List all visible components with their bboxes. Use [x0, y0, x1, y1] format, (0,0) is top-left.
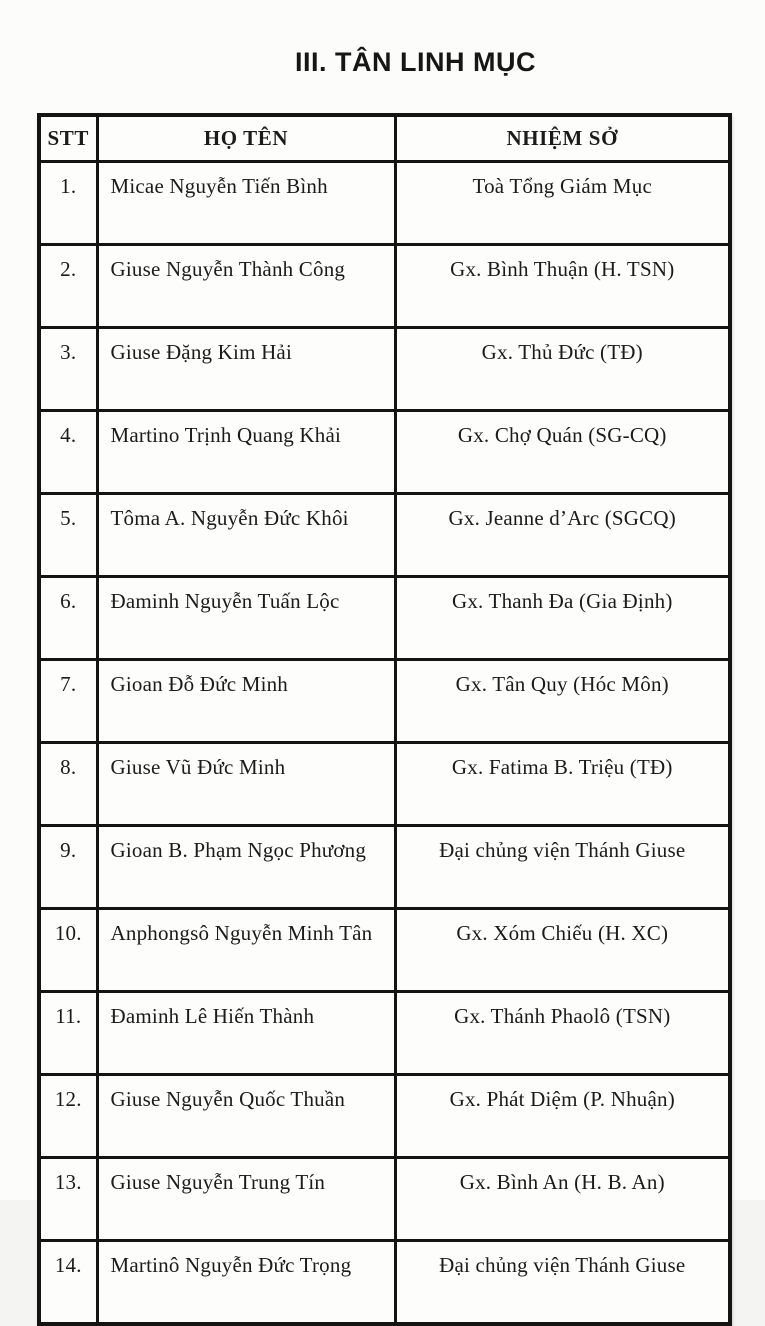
row-number-cell: 7.	[39, 660, 97, 743]
table-row	[39, 411, 730, 494]
row-number-cell: 10.	[39, 909, 97, 992]
table-row	[39, 328, 730, 411]
row-name-cell: Gioan Đỗ Đức Minh	[97, 660, 395, 743]
row-assignment-cell: Gx. Bình An (H. B. An)	[395, 1158, 730, 1241]
row-number-cell: 11.	[39, 992, 97, 1075]
row-number-cell: 2.	[39, 245, 97, 328]
row-assignment-cell: Toà Tổng Giám Mục	[395, 162, 730, 245]
page-title: III. TÂN LINH MỤC	[295, 47, 536, 77]
row-number-cell: 14.	[39, 1241, 97, 1325]
row-number-cell: 1.	[39, 162, 97, 245]
table-body	[39, 162, 730, 1325]
row-name-cell: Giuse Đặng Kim Hải	[97, 328, 395, 411]
row-assignment-cell: Đại chủng viện Thánh Giuse	[395, 1241, 730, 1325]
row-assignment-cell: Gx. Phát Diệm (P. Nhuận)	[395, 1075, 730, 1158]
row-name-cell: Giuse Nguyễn Trung Tín	[97, 1158, 395, 1241]
row-name-cell: Giuse Nguyễn Quốc Thuần	[97, 1075, 395, 1158]
row-number-cell: 13.	[39, 1158, 97, 1241]
table-row	[39, 245, 730, 328]
row-name-cell: Martinô Nguyễn Đức Trọng	[97, 1241, 395, 1325]
table-row	[39, 743, 730, 826]
row-number-cell: 3.	[39, 328, 97, 411]
row-name-cell: Giuse Vũ Đức Minh	[97, 743, 395, 826]
row-number-cell: 9.	[39, 826, 97, 909]
table-row	[39, 494, 730, 577]
priest-assignment-table	[37, 113, 732, 1326]
row-number-cell: 6.	[39, 577, 97, 660]
row-name-cell: Gioan B. Phạm Ngọc Phương	[97, 826, 395, 909]
table-row	[39, 826, 730, 909]
row-number-cell: 5.	[39, 494, 97, 577]
table-row	[39, 162, 730, 245]
row-number-cell: 12.	[39, 1075, 97, 1158]
row-name-cell: Anphongsô Nguyễn Minh Tân	[97, 909, 395, 992]
row-number-cell: 8.	[39, 743, 97, 826]
table-row	[39, 992, 730, 1075]
row-assignment-cell: Gx. Xóm Chiếu (H. XC)	[395, 909, 730, 992]
row-name-cell: Tôma A. Nguyễn Đức Khôi	[97, 494, 395, 577]
row-assignment-cell: Gx. Tân Quy (Hóc Môn)	[395, 660, 730, 743]
row-assignment-cell: Gx. Thủ Đức (TĐ)	[395, 328, 730, 411]
row-name-cell: Micae Nguyễn Tiến Bình	[97, 162, 395, 245]
column-header-stt: STT	[39, 115, 97, 162]
column-header-assignment: NHIỆM SỞ	[395, 115, 730, 162]
row-assignment-cell: Gx. Jeanne d’Arc (SGCQ)	[395, 494, 730, 577]
row-name-cell: Đaminh Nguyễn Tuấn Lộc	[97, 577, 395, 660]
table-row	[39, 577, 730, 660]
row-assignment-cell: Đại chủng viện Thánh Giuse	[395, 826, 730, 909]
table-header-row	[39, 115, 730, 162]
table-row	[39, 1158, 730, 1241]
row-name-cell: Đaminh Lê Hiến Thành	[97, 992, 395, 1075]
table-row	[39, 660, 730, 743]
table-row	[39, 1075, 730, 1158]
row-assignment-cell: Gx. Thánh Phaolô (TSN)	[395, 992, 730, 1075]
table-row	[39, 1241, 730, 1325]
row-assignment-cell: Gx. Fatima B. Triệu (TĐ)	[395, 743, 730, 826]
row-assignment-cell: Gx. Bình Thuận (H. TSN)	[395, 245, 730, 328]
table-row	[39, 909, 730, 992]
row-assignment-cell: Gx. Thanh Đa (Gia Định)	[395, 577, 730, 660]
row-name-cell: Martino Trịnh Quang Khải	[97, 411, 395, 494]
row-number-cell: 4.	[39, 411, 97, 494]
row-name-cell: Giuse Nguyễn Thành Công	[97, 245, 395, 328]
column-header-name: HỌ TÊN	[97, 115, 395, 162]
row-assignment-cell: Gx. Chợ Quán (SG-CQ)	[395, 411, 730, 494]
